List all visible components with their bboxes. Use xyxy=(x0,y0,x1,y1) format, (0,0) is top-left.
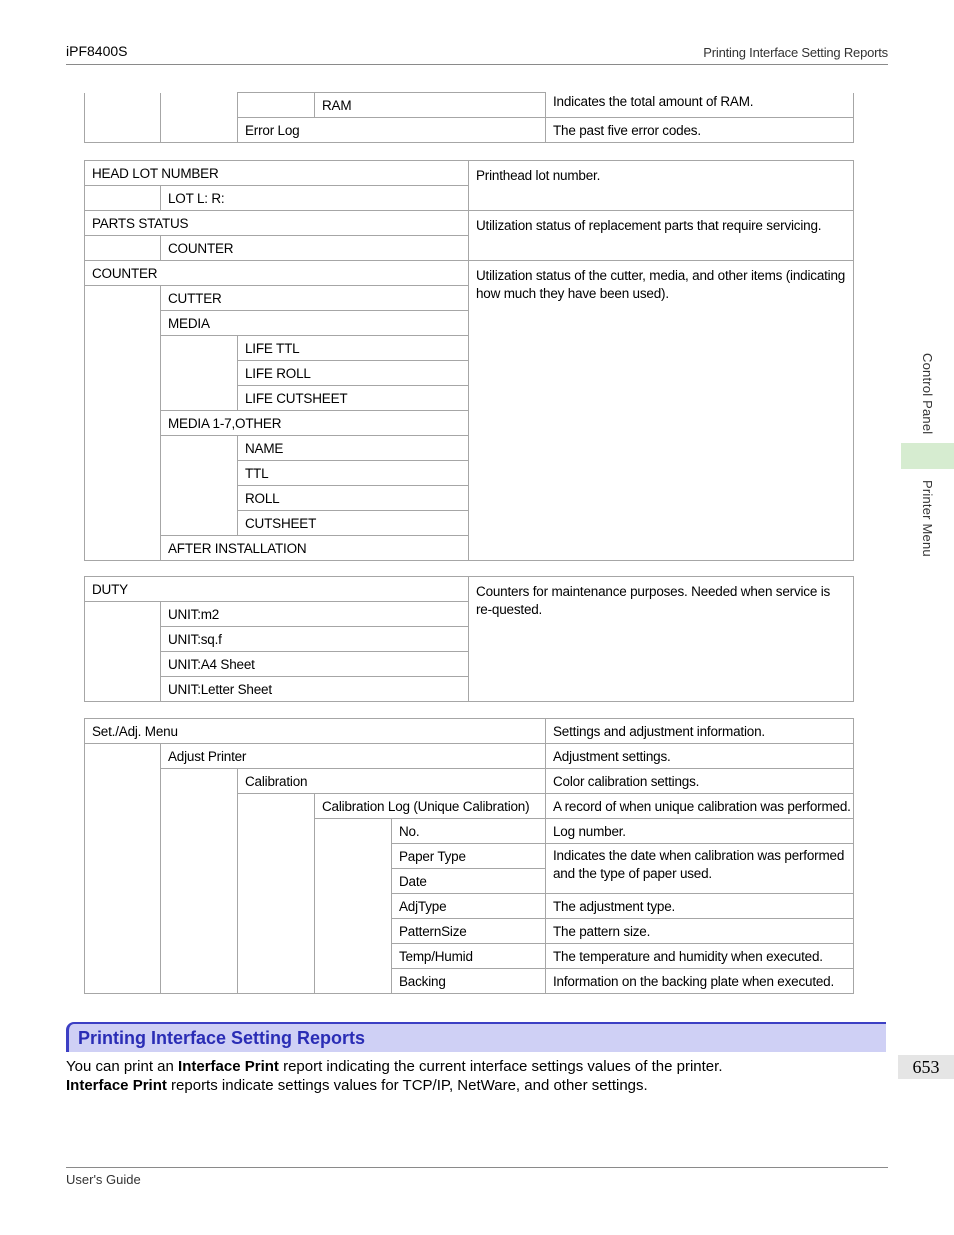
cell-setadj: Set./Adj. Menu xyxy=(85,719,546,744)
cell-temp-humid-desc: The temperature and humidity when executed. xyxy=(546,944,854,969)
cell-cutter: CUTTER xyxy=(161,286,469,311)
cell-cal-log-desc: A record of when unique calibration was performed. xyxy=(546,794,854,819)
text-span: reports indicate settings values for TCP/IP, NetWare, and other settings. xyxy=(166,1077,648,1094)
header-model: iPF8400S xyxy=(66,43,128,59)
section-body xyxy=(66,1057,722,1095)
table-set-adj-menu xyxy=(84,718,854,994)
cell-cal-log: Calibration Log (Unique Calibration) xyxy=(315,794,546,819)
cell-life-roll: LIFE ROLL xyxy=(238,361,469,386)
cell-adjust-printer-desc: Adjustment settings. xyxy=(546,744,854,769)
cell-lot-lr: LOT L: R: xyxy=(161,186,469,211)
cell-no: No. xyxy=(392,819,546,844)
cell-paper-date-desc: Indicates the date when calibration was performed and the type of paper used. xyxy=(546,844,854,894)
table-row xyxy=(85,211,854,236)
cell-backing: Backing xyxy=(392,969,546,994)
section-heading-bar xyxy=(66,1022,886,1052)
bold-term: Interface Print xyxy=(178,1058,279,1075)
cell-counter-desc: Utilization status of the cutter, media, and other items (indicating how much they have been used). xyxy=(469,261,854,561)
cell-no-desc: Log number. xyxy=(546,819,854,844)
cell-unit-letter: UNIT:Letter Sheet xyxy=(161,677,469,702)
table-row xyxy=(85,744,854,769)
cell-counter-sub: COUNTER xyxy=(161,236,469,261)
cell-calibration-desc: Color calibration settings. xyxy=(546,769,854,794)
cell-roll: ROLL xyxy=(238,486,469,511)
paragraph xyxy=(66,1057,722,1076)
sidebar-tab-printer-menu[interactable]: Printer Menu xyxy=(920,480,935,557)
cell-parts-status-desc: Utilization status of replacement parts that require servicing. xyxy=(469,211,854,261)
paragraph xyxy=(66,1076,722,1095)
text-span: report indicating the current interface settings values of the printer. xyxy=(278,1058,723,1075)
cell-patternsize: PatternSize xyxy=(392,919,546,944)
table-duty xyxy=(84,576,854,702)
cell-media: MEDIA xyxy=(161,311,469,336)
cell-adjtype: AdjType xyxy=(392,894,546,919)
table-row xyxy=(85,161,854,186)
table-row xyxy=(85,719,854,744)
cell-life-cutsheet: LIFE CUTSHEET xyxy=(238,386,469,411)
cell-error-log-desc: The past five error codes. xyxy=(546,118,854,143)
cell-counter: COUNTER xyxy=(85,261,469,286)
sidebar-active-marker xyxy=(901,443,954,469)
cell-adjust-printer: Adjust Printer xyxy=(161,744,546,769)
cell-ram: RAM xyxy=(315,93,546,118)
cell-duty-desc: Counters for maintenance purposes. Needed when service is re-quested. xyxy=(469,577,854,702)
cell-unit-sqf: UNIT:sq.f xyxy=(161,627,469,652)
cell-calibration: Calibration xyxy=(238,769,546,794)
cell-unit-m2: UNIT:m2 xyxy=(161,602,469,627)
sidebar-tab-control-panel[interactable]: Control Panel xyxy=(920,353,935,435)
cell-setadj-desc: Settings and adjustment information. xyxy=(546,719,854,744)
table-row xyxy=(85,769,854,794)
cell-parts-status: PARTS STATUS xyxy=(85,211,469,236)
page-number: 653 xyxy=(898,1055,954,1079)
bold-term: Interface Print xyxy=(66,1077,167,1094)
text-span: You can print an xyxy=(66,1058,179,1075)
cell-duty: DUTY xyxy=(85,577,469,602)
cell-error-log: Error Log xyxy=(238,118,546,143)
cell-ram-desc: Indicates the total amount of RAM. xyxy=(546,93,854,118)
table-row xyxy=(85,261,854,286)
cell-backing-desc: Information on the backing plate when executed. xyxy=(546,969,854,994)
cell-unit-a4: UNIT:A4 Sheet xyxy=(161,652,469,677)
cell-adjtype-desc: The adjustment type. xyxy=(546,894,854,919)
table-row xyxy=(85,577,854,602)
cell-cutsheet: CUTSHEET xyxy=(238,511,469,536)
section-title: Printing Interface Setting Reports xyxy=(78,1028,366,1048)
table-memory-log xyxy=(84,92,854,143)
cell-ttl: TTL xyxy=(238,461,469,486)
footer-divider xyxy=(66,1167,888,1168)
cell-media-other: MEDIA 1-7,OTHER xyxy=(161,411,469,436)
table-row xyxy=(85,93,854,118)
cell-head-lot-desc: Printhead lot number. xyxy=(469,161,854,211)
cell-life-ttl: LIFE TTL xyxy=(238,336,469,361)
cell-head-lot: HEAD LOT NUMBER xyxy=(85,161,469,186)
header-section-title: Printing Interface Setting Reports xyxy=(703,45,888,60)
cell-paper-type: Paper Type xyxy=(392,844,546,869)
cell-patternsize-desc: The pattern size. xyxy=(546,919,854,944)
footer-guide-title: User's Guide xyxy=(66,1172,141,1187)
cell-temp-humid: Temp/Humid xyxy=(392,944,546,969)
cell-date: Date xyxy=(392,869,546,894)
table-head-parts-counter xyxy=(84,160,854,561)
cell-name: NAME xyxy=(238,436,469,461)
header-divider xyxy=(66,64,888,65)
cell-after-install: AFTER INSTALLATION xyxy=(161,536,469,561)
